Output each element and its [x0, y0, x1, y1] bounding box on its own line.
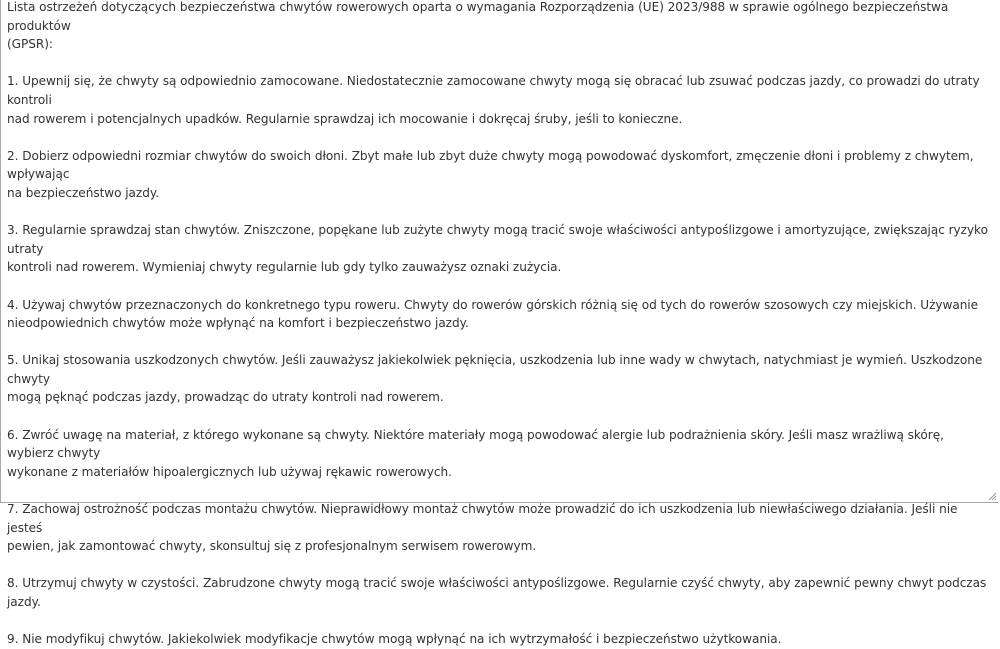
textarea-content	[7, 0, 993, 649]
warning-item-5-line-1: 5. Unikaj stosowania uszkodzonych chwytów. Jeśli zauważysz jakiekolwiek pęknięcia, uszkodzenia lub inne wady w chwytach, natychmiast je wymień. Uszkodzone chwyty	[7, 353, 983, 386]
intro-line-1: Lista ostrzeżeń dotyczących bezpieczeństwa chwytów rowerowych oparta o wymagania Rozporządzenia (UE) 2023/988 w sprawie ogólnego bezpieczeństwa produktów	[7, 0, 949, 33]
warning-item-3-line-2: kontroli nad rowerem. Wymieniaj chwyty regularnie lub gdy tylko zauważysz oznaki zużycia.	[7, 260, 562, 275]
warning-item-7-line-2: pewien, jak zamontować chwyty, skonsultuj się z profesjonalnym serwisem rowerowym.	[7, 539, 537, 554]
warning-item-4-line-1: 4. Używaj chwytów przeznaczonych do konkretnego typu roweru. Chwyty do rowerów górskich różnią się od tych do rowerów szosowych czy miejskich. Używanie	[7, 297, 979, 312]
warning-item-3-line-1: 3. Regularnie sprawdzaj stan chwytów. Zniszczone, popękane lub zużyte chwyty mogą tracić swoje właściwości antypoślizgowe i amortyzujące, zwiększając ryzyko utraty	[7, 223, 988, 256]
warning-item-9: 9. Nie modyfikuj chwytów. Jakiekolwiek modyfikacje chwytów mogą wpłynąć na ich wytrzymałość i bezpieczeństwo użytkowania.	[7, 632, 782, 647]
warning-item-5-line-2: mogą pęknąć podczas jazdy, prowadząc do utraty kontroli nad rowerem.	[7, 390, 444, 405]
warning-item-8: 8. Utrzymuj chwyty w czystości. Zabrudzone chwyty mogą tracić swoje właściwości antypoślizgowe. Regularnie czyść chwyty, aby zapewnić pewny chwyt podczas jazdy.	[7, 576, 987, 609]
warning-item-6-line-2: wykonane z materiałów hipoalergicznych lub używaj rękawic rowerowych.	[7, 464, 452, 479]
warning-item-7-line-1: 7. Zachowaj ostrożność podczas montażu chwytów. Nieprawidłowy montaż chwytów może prowadzić do ich uszkodzenia lub niewłaściwego działania. Jeśli nie jesteś	[7, 502, 958, 535]
warning-item-1-line-2: nad rowerem i potencjalnych upadków. Regularnie sprawdzaj ich mocowanie i dokręcaj śruby, jeśli to konieczne.	[7, 111, 683, 126]
resize-grip-icon[interactable]	[987, 491, 997, 501]
warning-item-2-line-1: 2. Dobierz odpowiedni rozmiar chwytów do swoich dłoni. Zbyt małe lub zbyt duże chwyty mogą powodować dyskomfort, zmęczenie dłoni i problemy z chwytem, wpływając	[7, 148, 974, 182]
intro-line-2: (GPSR):	[7, 37, 53, 52]
warning-item-4-line-2: nieodpowiednich chwytów może wpłynąć na komfort i bezpieczeństwo jazdy.	[7, 316, 469, 331]
warning-item-1-line-1: 1. Upewnij się, że chwyty są odpowiednio zamocowane. Niedostatecznie zamocowane chwyty mogą się obracać lub zsuwać podczas jazdy, co prowadzi do utraty kontroli	[7, 74, 980, 107]
warning-item-2-line-2: na bezpieczeństwo jazdy.	[7, 185, 160, 200]
warning-item-6-line-1: 6. Zwróć uwagę na materiał, z którego wykonane są chwyty. Niektóre materiały mogą powodować alergie lub podrażnienia skóry. Jeśli masz wrażliwą skórę, wybierz chwyty	[7, 427, 944, 461]
